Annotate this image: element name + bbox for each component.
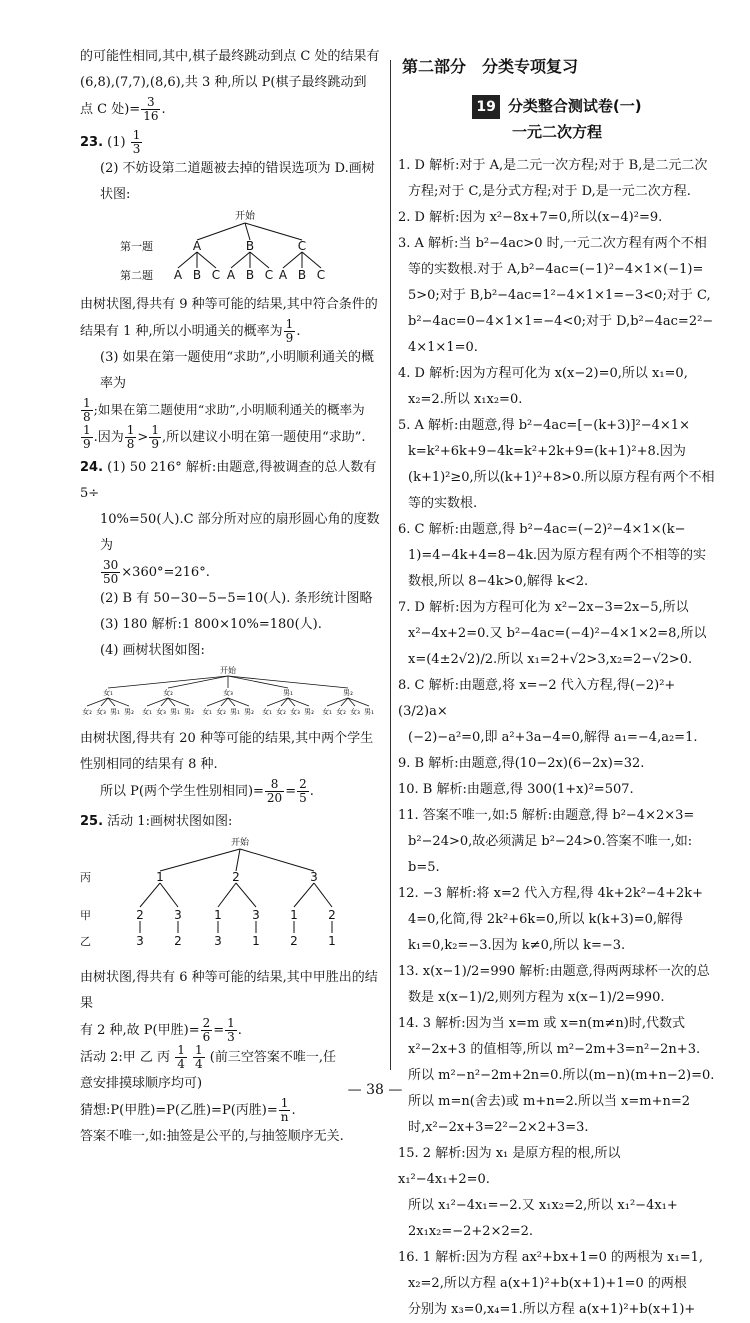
tree-node: B: [245, 239, 255, 253]
tree-node: B: [297, 268, 307, 282]
answer-line: x²−2x+3 的值相等,所以 m²−2m+3=n²−2n+3.: [408, 1042, 701, 1057]
tree-diagram-q24: [80, 664, 385, 716]
fraction: $\frac{1}{3}$: [227, 1016, 235, 1044]
answer-line: b²−24>0,故必须满足 b²−24>0.答案不唯一,如:: [408, 834, 693, 849]
tree-level-label: 丙: [80, 871, 91, 884]
tree-node: 3: [214, 934, 222, 948]
fraction: $\frac{3}{16}$: [143, 95, 159, 123]
q25-line1: 25. 活动 1:画树状图如图:: [80, 814, 233, 829]
tree-root: 开始: [235, 211, 255, 222]
text-line: 由树状图,得共有 9 种等可能的结果,其中符合条件的: [80, 297, 378, 312]
answer-item: 4. D 解析:因为方程可化为 x(x−2)=0,所以 x₁=0,: [398, 366, 688, 381]
tree-node: 3: [174, 908, 182, 922]
tree-node: A: [192, 239, 202, 253]
q24-line1: 24. (1) 50 216° 解析:由题意,得被调查的总人数有 5÷: [80, 460, 377, 501]
text-line: (3) 180 解析:1 800×10%=180(人).: [100, 617, 322, 632]
answer-line: 等的实数根.: [408, 496, 478, 511]
answer-item: 8. C 解析:由题意,将 x=−2 代入方程,得(−2)²+(3/2)a×: [398, 678, 676, 719]
text-line: $\frac{30}{50}$ ×360°=216°.: [103, 558, 210, 586]
tree-node: A: [173, 268, 183, 282]
tree-node: A: [226, 268, 236, 282]
answer-item: 5. A 解析:由题意,得 b²−4ac=[−(k+3)]²−4×1×: [398, 418, 690, 433]
tree-node: 女₁: [142, 708, 152, 716]
text-line: (2) 不妨设第二道题被去掉的错误选项为 D.画树状图:: [100, 161, 375, 202]
answer-line: b²−4ac=0−4×1×1=−4<0;对于 D,b²−4ac=2²−: [408, 314, 714, 329]
answer-line: x=(4±2√2)/2.所以 x₁=2+√2>3,x₂=2−√2>0.: [408, 652, 693, 667]
tree-node: 女₂: [216, 708, 226, 716]
tree-node: 2: [174, 934, 182, 948]
text-line: (3) 如果在第一题使用“求助”,小明顺利通关的概率为: [100, 350, 374, 391]
text-line: 性别相同的结果有 8 种.: [80, 757, 218, 772]
text-line: 点 C 处)= $\frac{3}{16}$ .: [80, 95, 166, 123]
answer-item: 16. 1 解析:因为方程 ax²+bx+1=0 的两根为 x₁=1,: [398, 1250, 703, 1265]
tree-node: 女₃: [350, 708, 360, 716]
text-line: 由树状图,得共有 20 种等可能的结果,其中两个学生: [80, 731, 374, 746]
answer-item: 2. D 解析:因为 x²−8x+7=0,所以(x−4)²=9.: [398, 210, 663, 225]
text-line: 意安排摸球顺序均可): [80, 1076, 203, 1091]
right-column: [398, 44, 716, 1323]
answer-item: 13. x(x−1)/2=990 解析:由题意,得两两球杯一次的总: [398, 964, 710, 979]
tree-diagram-q23: [80, 208, 385, 282]
fraction: $\frac{30}{50}$: [103, 558, 119, 586]
tree-node: 3: [136, 934, 144, 948]
test-title: 19 分类整合测试卷(一): [398, 94, 716, 119]
text-line: $\frac{1}{9}$ .因为 $\frac{1}{8}$ > $\frac{1}{9}$ ,所以建议小明在第一题使用“求助”.: [83, 423, 366, 451]
tree-node: 1: [328, 934, 336, 948]
tree-node: 女₃: [290, 708, 300, 716]
tree-node: 男₂: [343, 689, 353, 697]
answer-item: 3. A 解析:当 b²−4ac>0 时,一元二次方程有两个不相: [398, 236, 707, 251]
tree-node: 男₁: [364, 708, 374, 716]
tree-diagram-q25: [80, 835, 385, 955]
tree-node: 男₁: [110, 708, 120, 716]
answer-item: 14. 3 解析:因为当 x=m 或 x=n(m≠n)时,代数式: [398, 1016, 686, 1031]
text-line: (2) B 有 50−30−5−5=10(人). 条形统计图略: [100, 591, 373, 606]
text-line: 结果有 1 种,所以小明通关的概率为 $\frac{1}{9}$ .: [80, 317, 301, 345]
tree-node: 男₂: [304, 708, 314, 716]
section-subtitle: 一元二次方程: [511, 123, 602, 141]
tree-node: 1: [252, 934, 260, 948]
fraction: $\frac{1}{9}$: [83, 423, 91, 451]
fraction: $\frac{1}{8}$: [83, 396, 91, 424]
fraction: $\frac{1}{4}$: [194, 1043, 203, 1071]
tree-node: 1: [290, 908, 298, 922]
answer-line: 所以 x₁²−4x₁=−2.又 x₁x₂=2,所以 x₁²−4x₁+: [408, 1198, 678, 1213]
tree-node: C: [297, 239, 307, 253]
tree-node: 女₃: [96, 708, 106, 716]
tree-root: 开始: [230, 838, 250, 848]
tree-node: 女₁: [202, 708, 212, 716]
answer-line: 方程;对于 C,是分式方程;对于 D,是一元二次方程.: [408, 184, 691, 199]
text-line: 由树状图,得共有 6 种等可能的结果,其中甲胜出的结果: [80, 970, 378, 1011]
answer-item: 9. B 解析:由题意,得(10−2x)(6−2x)=32.: [398, 756, 645, 771]
text-line: 10%=50(人).C 部分所对应的扇形圆心角的度数为: [100, 512, 380, 553]
tree-node: 3: [252, 908, 260, 922]
part-title: 第二部分 分类专项复习: [402, 57, 579, 76]
tree-node: 2: [136, 908, 144, 922]
fraction: $\frac{1}{4}$: [177, 1043, 185, 1071]
fraction: $\frac{8}{20}$: [266, 777, 283, 805]
answer-line: 1)=4−4k+4=8−4k.因为原方程有两个不相等的实: [408, 548, 707, 563]
answer-line: 数根,所以 8−4k>0,解得 k<2.: [408, 574, 589, 589]
answer-line: 所以 m²−n²−2m+2n=0.所以(m−n)(m+n−2)=0.: [408, 1068, 715, 1083]
tree-node: B: [192, 268, 202, 282]
answer-line: x₂=2.所以 x₁x₂=0.: [408, 392, 523, 407]
answer-line: 时,x²−2x+3=2²−2×2+3=3.: [408, 1120, 589, 1135]
answer-item: 1. D 解析:对于 A,是二元一次方程;对于 B,是二元二次: [398, 158, 708, 173]
tree-node: 男₁: [230, 708, 240, 716]
text-line: 有 2 种,故 P(甲胜)= $\frac{2}{6}$ = $\frac{1}{3}$ .: [80, 1016, 242, 1044]
tree-node: 男₁: [170, 708, 180, 716]
text-line: 活动 2:甲 乙 丙 $\frac{1}{4}$ $\frac{1}{4}$ (前三空答案不唯一,任: [80, 1043, 336, 1071]
tree-node: 女₂: [82, 708, 92, 716]
text-line: 答案不唯一,如:抽签是公平的,与抽签顺序无关.: [80, 1129, 344, 1144]
tree-level-label: 甲: [80, 909, 91, 922]
answer-item: 15. 2 解析:因为 x₁ 是原方程的根,所以 x₁²−4x₁+2=0.: [398, 1146, 621, 1187]
answer-item: 11. 答案不唯一,如:5 解析:由题意,得 b²−4×2×3=: [398, 808, 695, 823]
column-divider: [390, 60, 391, 1070]
answer-line: x₂=2,所以方程 a(x+1)²+b(x+1)+1=0 的两根: [408, 1276, 687, 1291]
tree-node: 男₁: [283, 689, 293, 697]
answer-list: [398, 153, 716, 1323]
tree-node: C: [264, 268, 274, 282]
tree-level-label: 第二题: [120, 269, 153, 282]
tree-node: 1: [156, 870, 164, 884]
tree-level-label: 第一题: [120, 240, 153, 253]
tree-node: 男₂: [244, 708, 254, 716]
answer-line: (−2)−a²=0,即 a²+3a−4=0,解得 a₁=−4,a₂=1.: [408, 730, 698, 745]
text-line: 的可能性相同,其中,棋子最终跳动到点 C 处的结果有: [80, 49, 380, 64]
fraction: $\frac{1}{n}$: [280, 1096, 289, 1124]
answer-item: 7. D 解析:因为方程可化为 x²−2x−3=2x−5,所以: [398, 600, 689, 615]
tree-node: 男₂: [124, 708, 134, 716]
fraction: $\frac{1}{8}$: [126, 423, 135, 451]
answer-line: b=5.: [408, 860, 440, 875]
text-line: 所以 P(两个学生性别相同)= $\frac{8}{20}$ = $\frac{2}{5}$ .: [100, 777, 314, 805]
text-line: (6,8),(7,7),(8,6),共 3 种,所以 P(棋子最终跳动到: [80, 75, 367, 90]
answer-line: 4×1×1=0.: [408, 340, 478, 355]
answer-item: 12. −3 解析:将 x=2 代入方程,得 4k+2k²−4+2k+: [398, 886, 704, 901]
tree-node: B: [245, 268, 255, 282]
text-line: $\frac{1}{8}$ ;如果在第二题使用“求助”,小明顺利通关的概率为: [83, 396, 365, 424]
fraction: $\frac{1}{3}$: [132, 128, 141, 156]
answer-line: (k+1)²≥0,所以(k+1)²+8>0.所以原方程有两个不相: [408, 470, 715, 485]
answer-line: 分别为 x₃=0,x₄=1.所以方程 a(x+1)²+b(x+1)+: [408, 1302, 696, 1317]
fraction: $\frac{1}{9}$: [285, 317, 294, 345]
tree-node: 女₁: [103, 689, 113, 697]
tree-root: 开始: [220, 666, 236, 675]
tree-node: 女₂: [276, 708, 286, 716]
left-column: [80, 44, 385, 1150]
tree-node: 男₂: [184, 708, 194, 716]
text-line: 猜想:P(甲胜)=P(乙胜)=P(丙胜)= $\frac{1}{n}$ .: [80, 1096, 296, 1124]
answer-line: 等的实数根.对于 A,b²−4ac=(−1)²−4×1×(−1)=: [408, 262, 704, 277]
page-number: — 38 —: [347, 1082, 403, 1098]
tree-node: A: [278, 268, 288, 282]
answer-line: 所以 m=n(舍去)或 m+n=2.所以当 x=m+n=2: [408, 1094, 691, 1109]
answer-item: 6. C 解析:由题意,得 b²−4ac=(−2)²−4×1×(k−: [398, 522, 686, 537]
tree-node: 女₃: [156, 708, 166, 716]
answer-line: 数是 x(x−1)/2,则列方程为 x(x−1)/2=990.: [408, 990, 665, 1005]
section-badge: 19: [472, 95, 499, 119]
tree-node: 2: [328, 908, 336, 922]
tree-level-label: 乙: [80, 935, 91, 948]
tree-node: 女₁: [262, 708, 272, 716]
q23-line1: 23. (1) $\frac{1}{3}$: [80, 128, 141, 156]
answer-line: 2x₁x₂=−2+2×2=2.: [408, 1224, 534, 1239]
tree-node: 女₂: [163, 689, 173, 697]
answer-line: 4=0,化简,得 2k²+6k=0,所以 k(k+3)=0,解得: [408, 912, 684, 927]
tree-node: 女₂: [336, 708, 346, 716]
answer-item: 10. B 解析:由题意,得 300(1+x)²=507.: [398, 782, 634, 797]
fraction: $\frac{2}{6}$: [202, 1016, 211, 1044]
answer-line: x²−4x+2=0.又 b²−4ac=(−4)²−4×1×2=8,所以: [408, 626, 707, 641]
tree-node: 1: [214, 908, 222, 922]
answer-line: k=k²+6k+9−4k=k²+2k+9=(k+1)²+8.因为: [408, 444, 686, 459]
tree-node: C: [211, 268, 221, 282]
tree-node: C: [316, 268, 326, 282]
answer-line: k₁=0,k₂=−3.因为 k≠0,所以 k=−3.: [408, 938, 626, 953]
tree-node: 2: [290, 934, 298, 948]
tree-node: 3: [310, 870, 318, 884]
fraction: $\frac{2}{5}$: [299, 777, 307, 805]
answer-line: 5>0;对于 B,b²−4ac=1²−4×1×1=−3<0;对于 C,: [408, 288, 711, 303]
text-line: (4) 画树状图如图:: [100, 643, 205, 658]
tree-node: 2: [232, 870, 240, 884]
tree-node: 女₃: [223, 689, 233, 697]
tree-node: 女₁: [322, 708, 332, 716]
fraction: $\frac{1}{9}$: [151, 423, 159, 451]
